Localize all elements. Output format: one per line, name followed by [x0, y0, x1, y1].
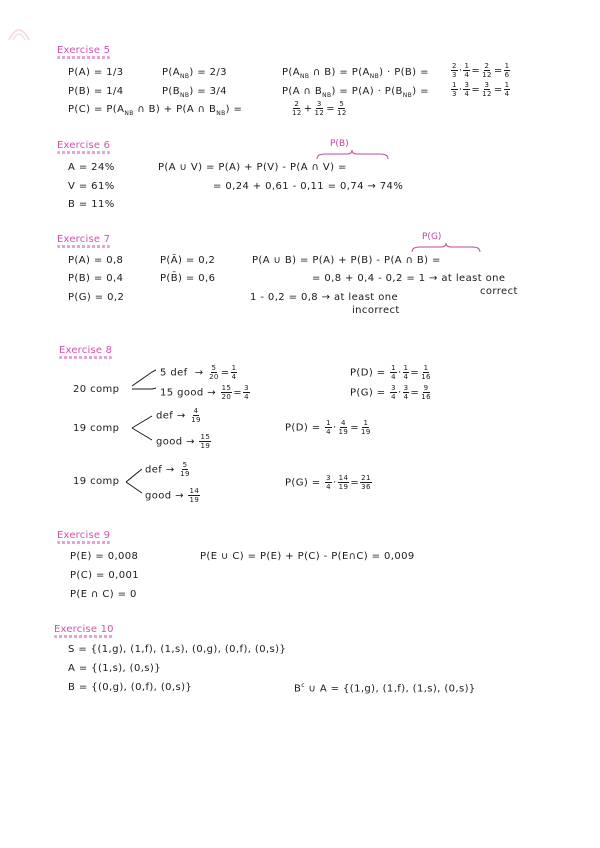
ex8-tree3-good: good → $\frac{14}{19}$: [145, 487, 200, 504]
ex8-prob-d-1: P(D) = $\frac{1}{4}$ · $\frac{1}{4}$ = $\frac{1}{16}$: [350, 364, 431, 381]
ex8-tree2-root: 19 comp: [73, 423, 120, 434]
ex6-value-v: V = 61%: [68, 181, 115, 192]
ex5-prob-b: P(B) = 1/4: [68, 86, 124, 97]
ex6-value-a: A = 24%: [68, 162, 115, 173]
ex10-sample-space: S = {(1,g), (1,f), (1,s), (0,g), (0,f), (0,s)}: [68, 644, 287, 655]
ex7-prob-not-b: P(B̄) = 0,6: [160, 273, 216, 284]
ex8-tree2-good: good → $\frac{15}{19}$: [156, 433, 211, 450]
ex7-prob-not-a: P(Ā) = 0,2: [160, 255, 216, 266]
exercise-9-title: Exercise 9: [57, 530, 111, 541]
ex7-union-result-cont: correct: [480, 286, 518, 297]
ex6-union-result: = 0,24 + 0,61 - 0,11 = 0,74 → 74%: [213, 181, 404, 192]
ex7-union-result: = 0,8 + 0,4 - 0,2 = 1 → at least one: [312, 273, 506, 284]
ex5-prob-c: $P(C) = P(A_{NB}$ ∩ B) + P(A ∩ $B_{NB}$) =: [68, 104, 243, 117]
ex5-result-2: $\frac{1}{3}$ · $\frac{3}{4}$ = $\frac{3}{12}$ = $\frac{1}{4}$: [452, 81, 510, 98]
exercise-6-title: Exercise 6: [57, 140, 111, 151]
ex7-brace-label: P(G): [422, 232, 442, 242]
ex10-set-a: A = {(1,s), (0,s)}: [68, 663, 161, 674]
ex8-tree1-good: 15 good → $\frac{15}{20}$ = $\frac{3}{4}$: [160, 384, 249, 401]
ex5-prob-anb-and-b: $P(A_{NB}$ ∩ $B) = P(A_{NB}) \cdot P(B)$ =: [282, 67, 429, 80]
exercise-7-title: Exercise 7: [57, 234, 111, 245]
ex5-result-1: $\frac{2}{3}$ · $\frac{1}{4}$ = $\frac{2}{12}$ = $\frac{1}{6}$: [452, 62, 510, 79]
ex8-prob-g-1: P(G) = $\frac{3}{4}$ · $\frac{3}{4}$ = $\frac{9}{16}$: [350, 384, 431, 401]
exercise-10-title: Exercise 10: [54, 624, 114, 635]
ex5-result-3: $\frac{2}{12}$ + $\frac{3}{12}$ = $\frac{5}{12}$: [292, 100, 347, 117]
ex7-prob-a: P(A) = 0,8: [68, 255, 124, 266]
ex10-set-b: B = {(0,g), (0,f), (0,s)}: [68, 682, 193, 693]
ex5-prob-anb: $P(A_{NB}) = 2/3$: [162, 67, 227, 80]
ex6-union-formula: P(A ∪ V) = P(A) + P(V) - P(A ∩ V) =: [158, 162, 347, 173]
ex8-tree3-def: def → $\frac{5}{19}$: [145, 461, 190, 478]
ex8-tree3-root: 19 comp: [73, 476, 120, 487]
exercise-5-title: Exercise 5: [57, 45, 111, 56]
ex9-prob-e: P(E) = 0,008: [70, 551, 139, 562]
ex7-union-formula: P(A ∪ B) = P(A) + P(B) - P(A ∩ B) =: [252, 255, 441, 266]
ex9-prob-e-and-c: P(E ∩ C) = 0: [70, 589, 137, 600]
exercise-8-title: Exercise 8: [59, 345, 113, 356]
ex7-complement-result: 1 - 0,2 = 0,8 → at least one: [250, 292, 399, 303]
ex5-prob-a-and-bnb: P(A ∩ $B_{NB}) = P(A) \cdot P(B_{NB})$ =: [282, 86, 429, 99]
ex6-brace-label: P(B): [330, 139, 349, 149]
ex6-value-b: B = 11%: [68, 199, 115, 210]
ex10-bc-union-a: $B^c$ ∪ A = {(1,g), (1,f), (1,s), (0,s)}: [294, 682, 476, 695]
ex7-prob-b: P(B) = 0,4: [68, 273, 124, 284]
ex8-prob-d-2: P(D) = $\frac{1}{4}$ · $\frac{4}{19}$ = $\frac{1}{19}$: [285, 419, 371, 436]
ex8-tree1-root: 20 comp: [73, 384, 120, 395]
ex8-prob-g-3: P(G) = $\frac{3}{4}$ · $\frac{14}{19}$ = $\frac{21}{36}$: [285, 474, 371, 491]
ex9-prob-c: P(C) = 0,001: [70, 570, 139, 581]
ex7-prob-g: P(G) = 0,2: [68, 292, 125, 303]
ex8-tree2-def: def → $\frac{4}{19}$: [156, 407, 201, 424]
ex8-tree1-def: 5 def → $\frac{5}{20}$ = $\frac{1}{4}$: [160, 364, 237, 381]
ex9-union-formula: P(E ∪ C) = P(E) + P(C) - P(E∩C) = 0,009: [200, 551, 415, 562]
ex7-complement-result-cont: incorrect: [352, 305, 400, 316]
ex5-prob-bnb: $P(B_{NB}) = 3/4$: [162, 86, 227, 99]
ex5-prob-a: P(A) = 1/3: [68, 67, 124, 78]
